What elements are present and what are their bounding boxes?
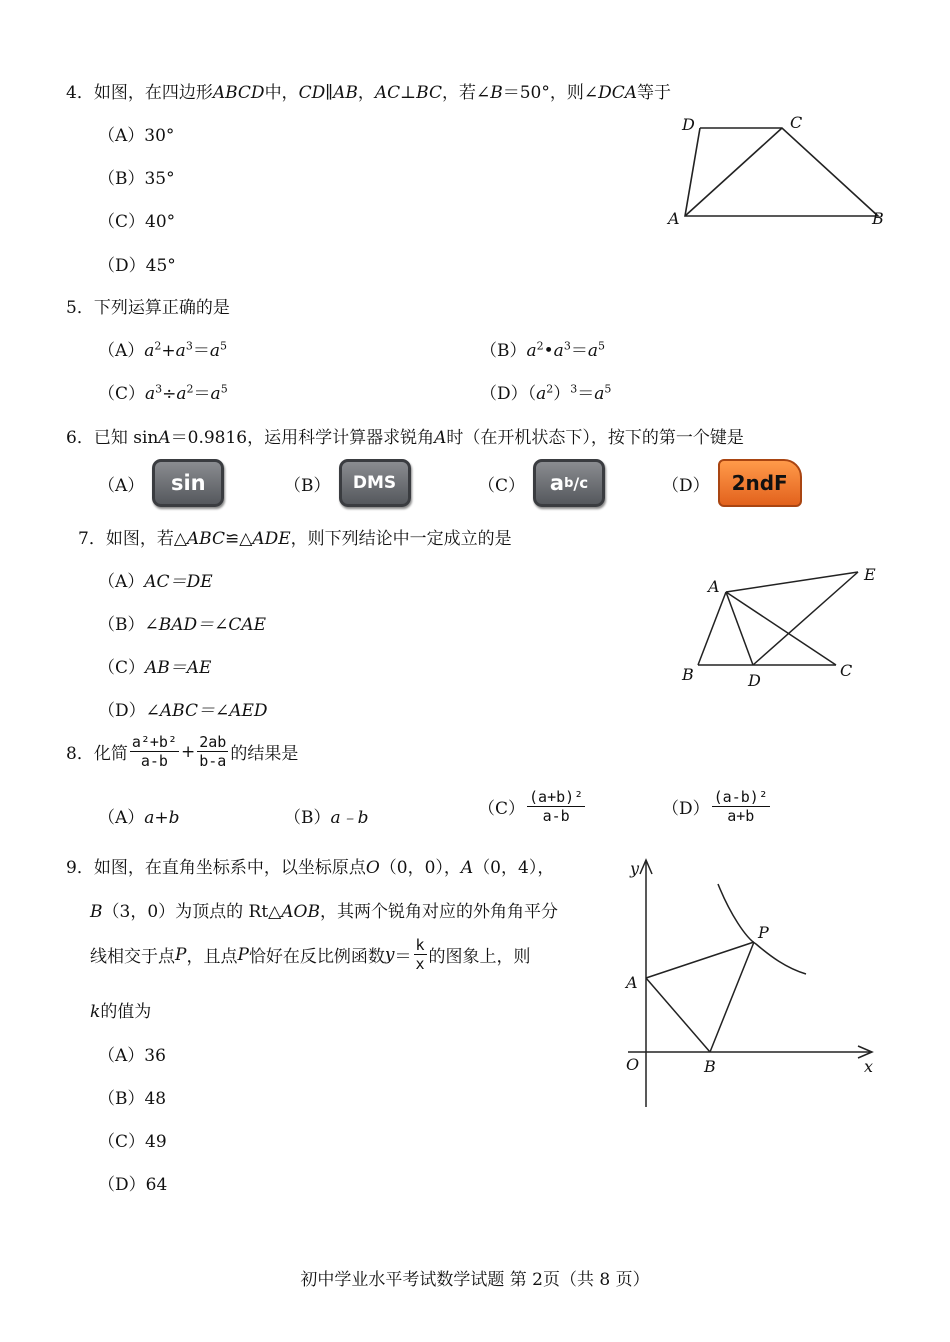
q6-stem: 6．已知 sinA＝0.9816，运用科学计算器求锐角A时（在开机状态下），按下的第一个键是 — [66, 428, 744, 448]
q4-option-b: （B）35° — [98, 169, 175, 189]
q6-option-a: （A） sin — [98, 460, 224, 506]
q5-option-a: $(A)a^2+a^3=a^5$ — [98, 339, 227, 361]
q9-label-y: y — [630, 859, 640, 878]
q5-stem: 5．下列运算正确的是 — [66, 298, 230, 318]
q9-option-a: （A）36 — [98, 1046, 166, 1066]
q4-stem: 4．如图，在四边形ABCD中，CD∥AB，AC⊥BC，若∠B＝50°，则∠DCA等于 — [66, 83, 672, 103]
q7-label-c: C — [840, 661, 853, 680]
q4-label-c: C — [790, 113, 803, 132]
q8-option-b: （B）a﹣b — [284, 808, 369, 828]
q7-label-d: D — [748, 671, 761, 690]
second-function-key-icon: 2ndF — [718, 459, 802, 507]
q9-option-c: （C）49 — [98, 1132, 167, 1152]
q4-label-d: D — [682, 115, 695, 134]
q5-option-d: $(D)(a^2)^3=a^5$ — [480, 382, 612, 404]
dms-key-icon: DMS — [339, 459, 411, 507]
q6-option-d: （D） 2ndF — [662, 460, 802, 506]
q5-option-c: $(C)a^3\div a^2=a^5$ — [98, 382, 228, 404]
q9-label-p: P — [758, 923, 769, 942]
q9-option-b: （B）48 — [98, 1089, 167, 1109]
q5-option-b: $(B)a^2•a^3=a^5$ — [480, 339, 605, 361]
q4-quadrilateral-figure — [660, 110, 890, 235]
q7-label-e: E — [864, 565, 876, 584]
q6-option-b: （B） DMS — [284, 460, 411, 506]
sin-key-icon: sin — [152, 459, 224, 507]
q8-fraction-2: $\frac{2ab}{b-a}$ — [199, 733, 227, 770]
q8-option-a: （A）a+b — [98, 808, 180, 828]
q9-label-a: A — [626, 973, 638, 992]
q7-label-b: B — [682, 665, 694, 684]
q9-label-o: O — [626, 1055, 640, 1074]
q7-label-a: A — [708, 577, 720, 596]
q7-option-b: （B）∠BAD＝∠CAE — [98, 615, 267, 635]
q7-option-a: （A）AC＝DE — [98, 572, 213, 592]
q8-option-c: （C） $\frac{\text{(a+b)²}}{a-b}$ — [478, 788, 584, 825]
q9-label-b: B — [704, 1057, 716, 1076]
fraction-key-icon: a b / c — [533, 459, 605, 507]
q9-coordinate-figure — [618, 852, 883, 1114]
q4-label-a: A — [668, 209, 680, 228]
q9-option-d: （D）64 — [98, 1175, 168, 1195]
page-footer: 初中学业水平考试数学试题 第 2页（共 8 页） — [300, 1270, 650, 1290]
q7-option-d: （D）∠ABC＝∠AED — [98, 701, 268, 721]
q9-stem-line-4: k的值为 — [90, 1002, 152, 1022]
q8-stem: 8．化简 $\frac{\text{a²+b²}}{a-b}$ + $\frac{2ab}{b-a}$ 的结果是 — [66, 733, 299, 770]
q9-k-over-x: $\frac{k}{x}$ — [415, 936, 425, 973]
q9-stem-line-2: B（3，0）为顶点的 Rt△AOB，其两个锐角对应的外角角平分 — [90, 902, 558, 922]
q7-option-c: （C）AB＝AE — [98, 658, 212, 678]
q4-option-a: （A）30° — [98, 126, 175, 146]
q7-triangles-figure — [676, 560, 886, 692]
q4-label-b: B — [872, 209, 884, 228]
q6-option-c: （C） a b / c — [478, 460, 605, 506]
q8-option-d: （D） $\frac{\text{(a-b)²}}{a+b}$ — [662, 788, 768, 825]
q8-fraction-1: $\frac{\text{a²+b²}}{a-b}$ — [131, 733, 177, 770]
q7-stem: 7．如图，若△ABC≌△ADE，则下列结论中一定成立的是 — [78, 529, 512, 549]
q9-stem-line-3: 线相交于点 P ，且点 P 恰好在反比例函数 y ＝ $\frac{k}{x}$ 的图象上，则 — [90, 936, 531, 973]
q9-stem-line-1: 9．如图，在直角坐标系中，以坐标原点O（0，0），A（0，4）， — [66, 858, 555, 878]
q9-label-x: x — [864, 1057, 874, 1076]
q4-option-c: （C）40° — [98, 212, 176, 232]
q4-option-d: （D）45° — [98, 256, 176, 276]
